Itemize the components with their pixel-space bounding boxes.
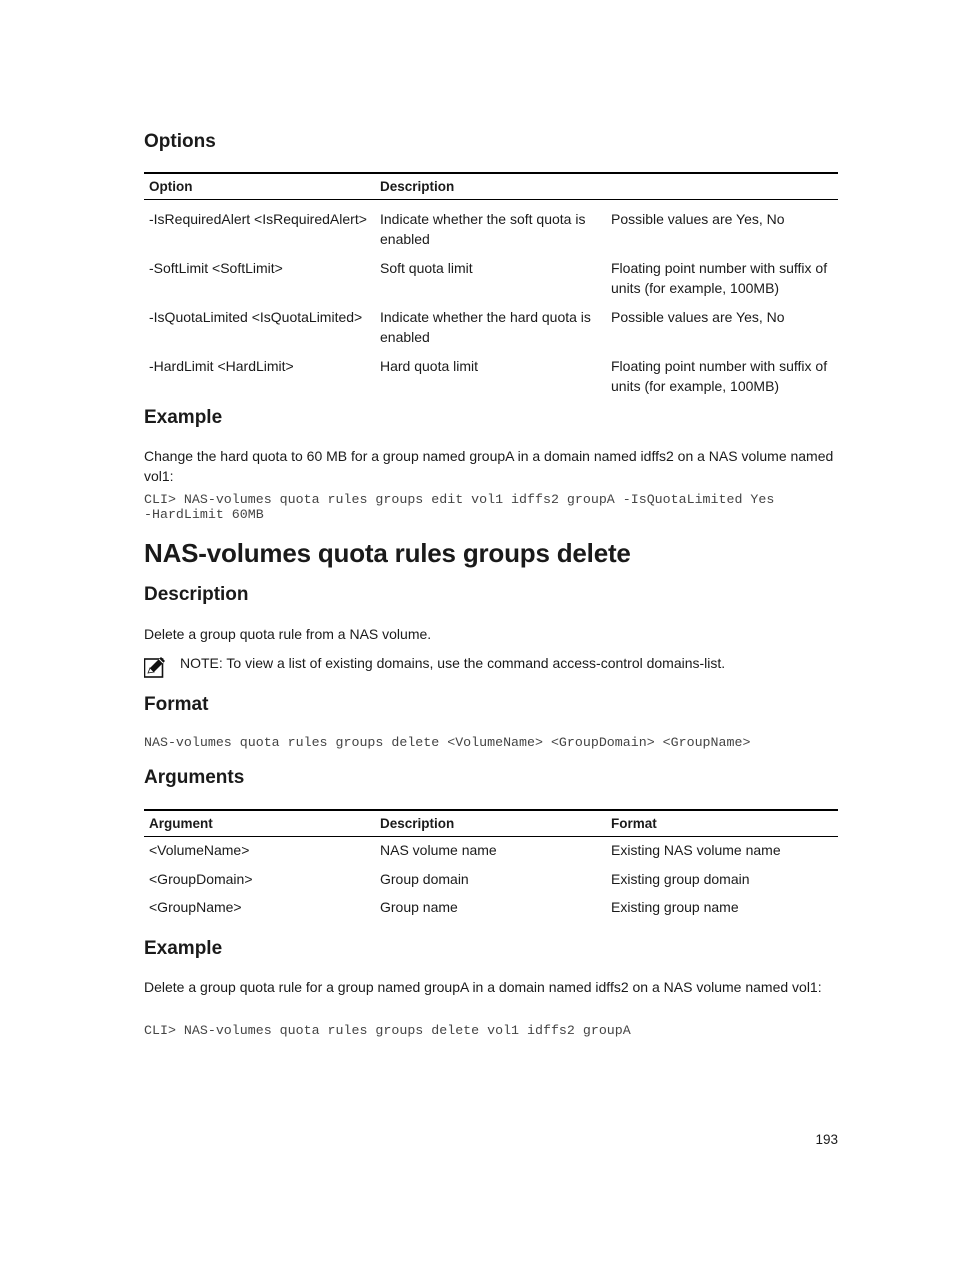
page-number: 193 [815, 1132, 838, 1147]
option-cell: -SoftLimit <SoftLimit> [149, 260, 283, 276]
option-cell: -IsQuotaLimited <IsQuotaLimited> [149, 309, 363, 325]
format-heading: Format [144, 694, 209, 715]
description-cell: Group domain [380, 870, 469, 887]
example-heading: Example [144, 407, 223, 428]
format-code: NAS-volumes quota rules groups delete <VolumeName> <GroupDomain> <GroupName> [144, 735, 751, 750]
options-col-description: Description [375, 173, 606, 200]
values-cell: Possible values are Yes, No [611, 309, 785, 325]
format-cell: Existing NAS volume name [611, 842, 781, 858]
option-cell: -HardLimit <HardLimit> [149, 358, 294, 374]
pencil-note-icon [144, 656, 166, 678]
options-header-row [144, 173, 838, 200]
example2-code: CLI> NAS-volumes quota rules groups delete vol1 idffs2 groupA [144, 1023, 631, 1038]
table-row [144, 347, 838, 396]
options-heading: Options [144, 131, 216, 152]
arguments-header-row [144, 810, 838, 837]
format-cell: Existing group domain [611, 870, 750, 887]
options-table [144, 172, 838, 396]
example2-heading: Example [144, 938, 223, 959]
note-block [144, 654, 838, 680]
options-col-option: Option [144, 173, 375, 200]
note-text [180, 654, 840, 673]
example2-text: Delete a group quota rule for a group named groupA in a domain named idffs2 on a NAS volume named vol1: [144, 979, 822, 995]
values-cell: Floating point number with suffix of units (for example, 100MB) [611, 358, 828, 394]
format-cell: Existing group name [611, 899, 739, 915]
table-row [144, 298, 838, 347]
values-cell: Floating point number with suffix of units (for example, 100MB) [611, 260, 828, 296]
argument-cell: <VolumeName> [149, 842, 250, 858]
options-col-values [606, 173, 838, 200]
table-row [144, 866, 838, 895]
example-code: CLI> NAS-volumes quota rules groups edit vol1 idffs2 groupA -IsQuotaLimited Yes -HardLimit 60MB [144, 492, 775, 522]
table-row [144, 837, 838, 866]
description-cell: Indicate whether the hard quota is enabled [380, 309, 591, 345]
table-row [144, 200, 838, 250]
values-cell: Possible values are Yes, No [611, 211, 785, 227]
arguments-table [144, 809, 838, 923]
argument-cell: <GroupDomain> [149, 870, 253, 887]
note-body: To view a list of existing domains, use the command access-control domains-list. [222, 655, 726, 671]
arguments-col-format: Format [606, 810, 838, 837]
description-cell: Group name [380, 899, 458, 915]
note-label: NOTE: [180, 655, 223, 671]
description-text: Delete a group quota rule from a NAS volume. [144, 626, 432, 642]
arguments-heading: Arguments [144, 767, 245, 788]
example-text: Change the hard quota to 60 MB for a group named groupA in a domain named idffs2 on a NAS volume named vol1: [144, 448, 834, 484]
arguments-col-description: Description [375, 810, 606, 837]
description-cell: Indicate whether the soft quota is enabled [380, 211, 586, 247]
table-row [144, 249, 838, 298]
arguments-col-argument: Argument [144, 810, 375, 837]
description-cell: Hard quota limit [380, 358, 479, 374]
table-row [144, 894, 838, 923]
description-cell: NAS volume name [380, 842, 497, 858]
section-title: NAS-volumes quota rules groups delete [144, 538, 631, 568]
option-cell: -IsRequiredAlert <IsRequiredAlert> [149, 211, 367, 227]
description-heading: Description [144, 584, 249, 605]
description-cell: Soft quota limit [380, 260, 473, 276]
argument-cell: <GroupName> [149, 899, 242, 915]
